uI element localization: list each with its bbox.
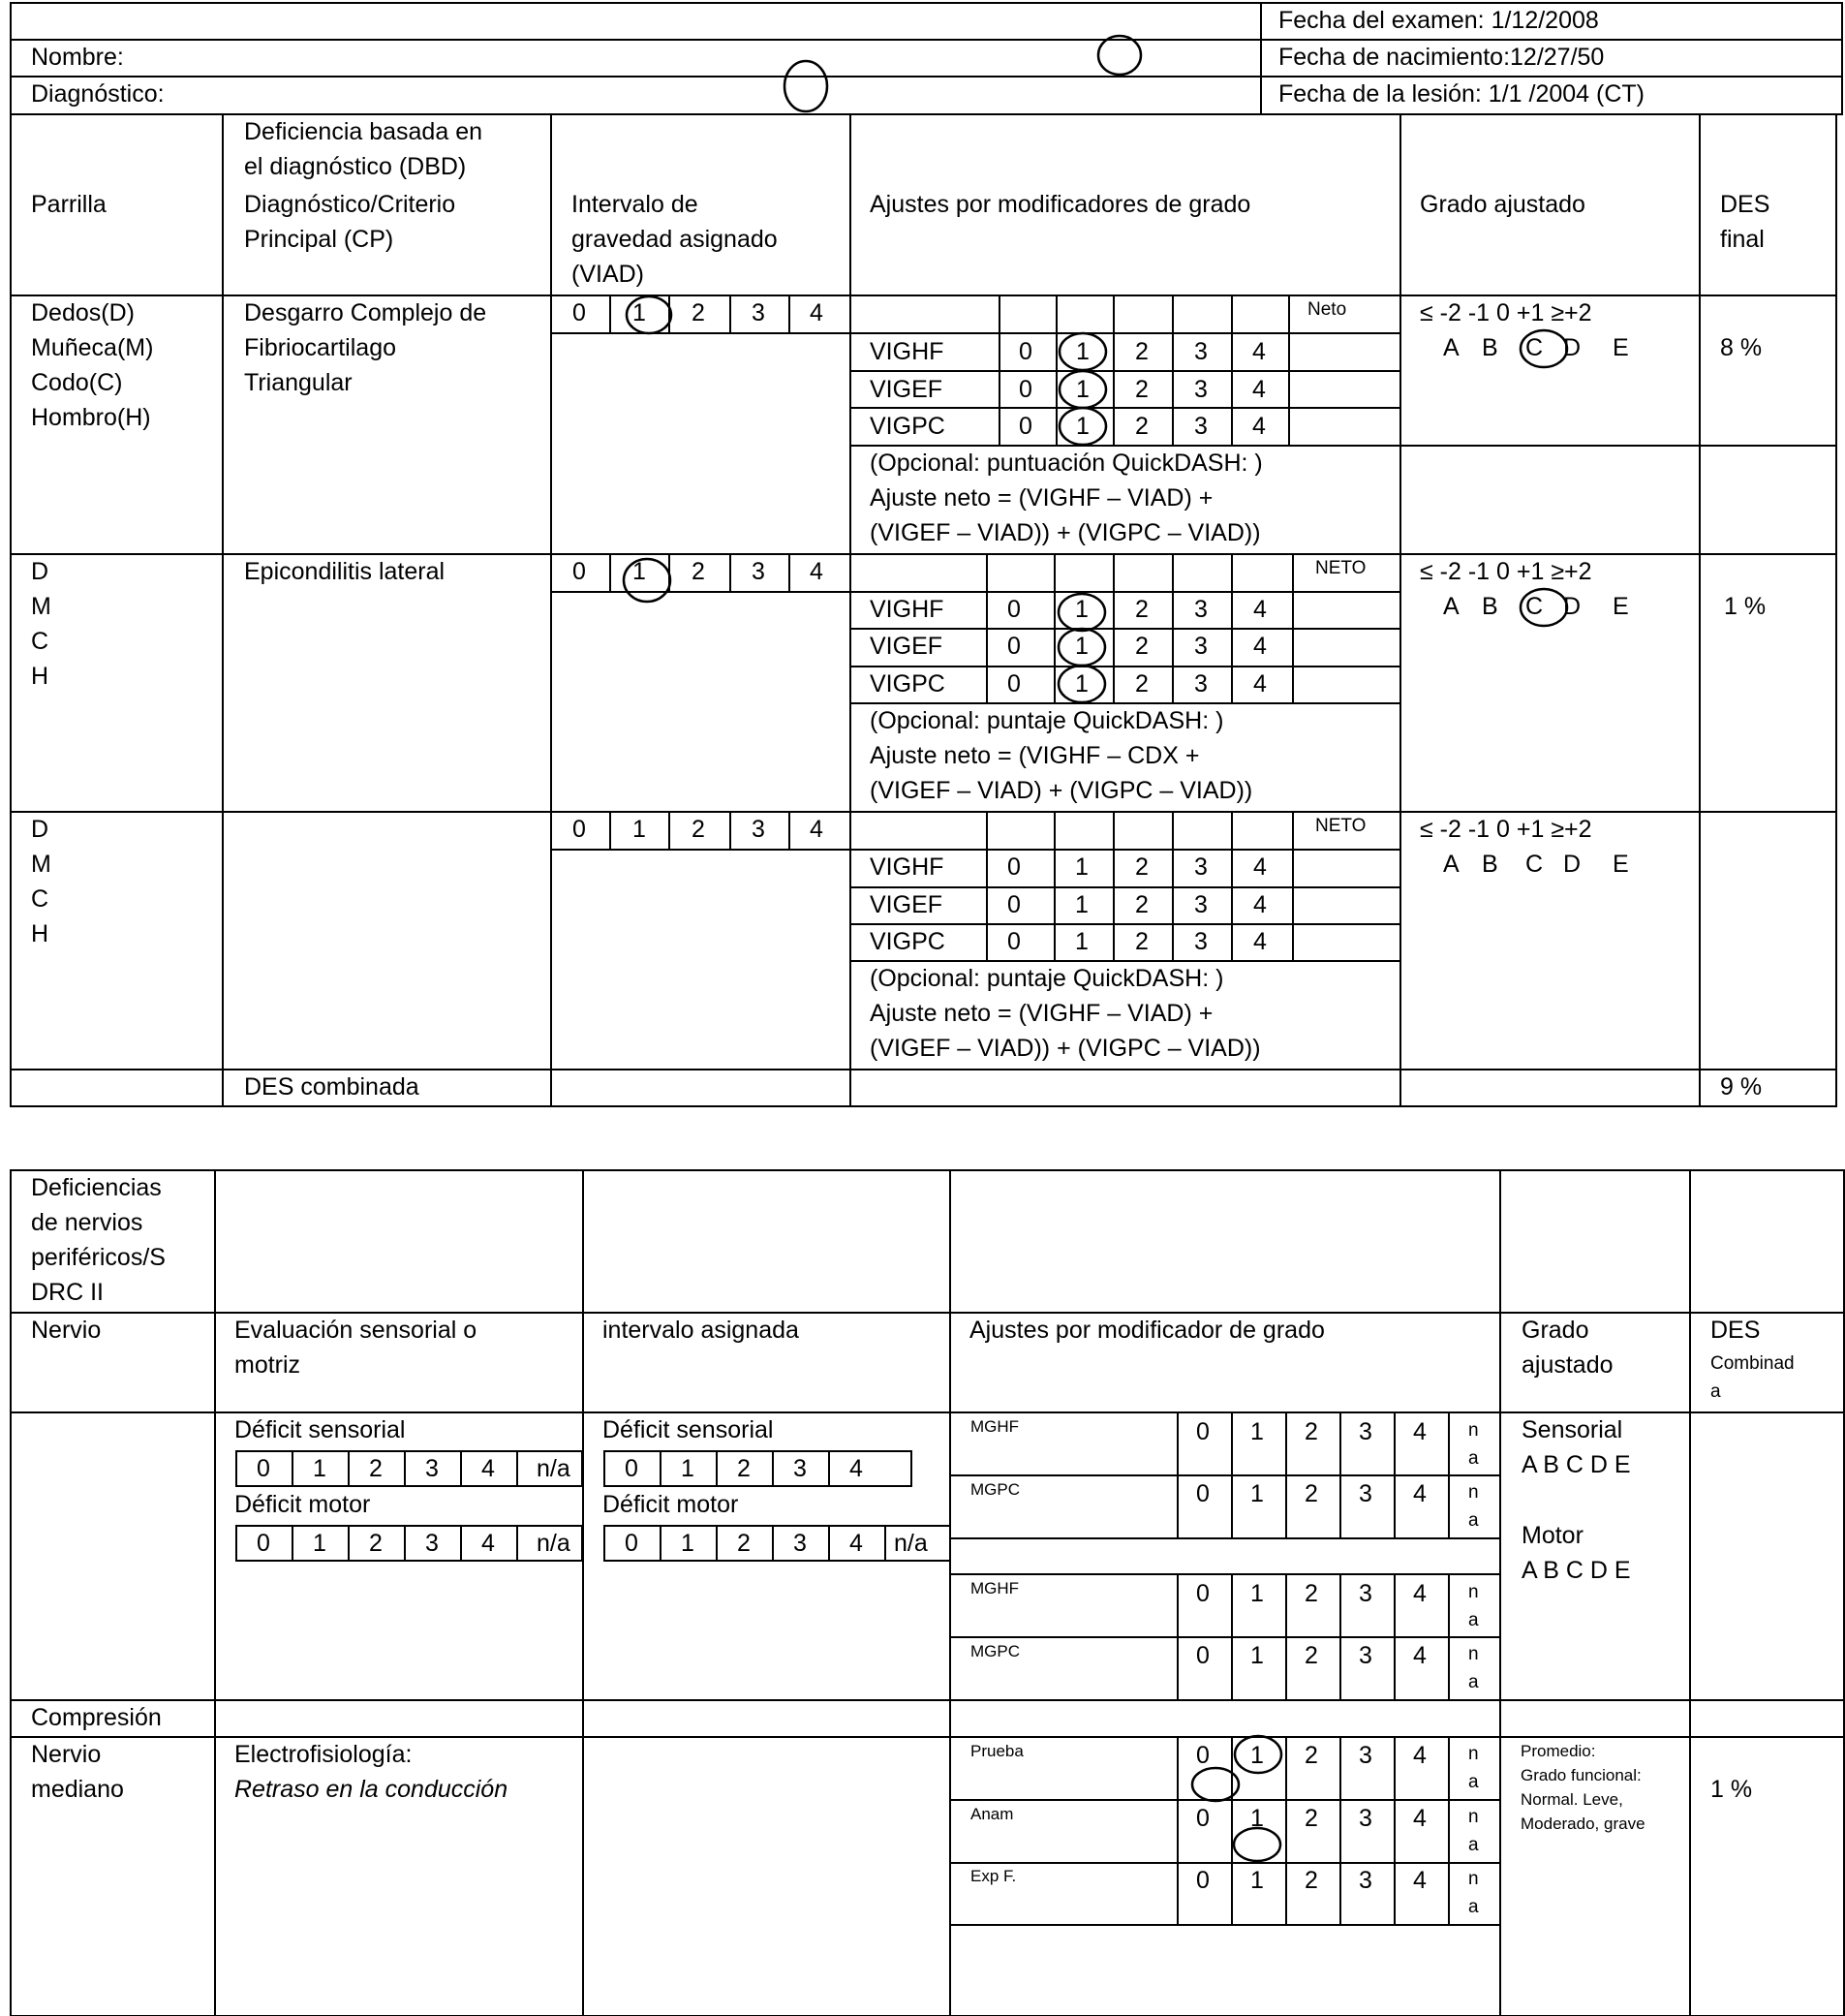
- nerve-title-line2: de nervios: [31, 1209, 143, 1236]
- adjusted-grade-header: Grado ajustado: [1420, 191, 1585, 218]
- region-D: D: [31, 816, 49, 843]
- scale-4[interactable]: 4: [1413, 1867, 1427, 1894]
- scale-0[interactable]: 0: [1007, 928, 1021, 955]
- scale-3[interactable]: 3: [1194, 853, 1208, 881]
- grade-B[interactable]: B: [1482, 334, 1498, 361]
- scale-0[interactable]: 0: [1007, 891, 1021, 918]
- region-wrist: Muñeca(M): [31, 334, 154, 361]
- interval-4[interactable]: 4: [810, 299, 823, 326]
- scale-0[interactable]: 0: [1196, 1805, 1210, 1832]
- final-header-line1: DES: [1720, 191, 1770, 218]
- grade-B[interactable]: B: [1482, 593, 1498, 620]
- interval-1[interactable]: 1: [632, 299, 646, 326]
- scale-4[interactable]: 4: [1413, 1480, 1427, 1507]
- grade-D[interactable]: D: [1563, 851, 1582, 878]
- electrophysiology-value: Retraso en la conducción: [234, 1776, 508, 1803]
- scale-0[interactable]: 0: [1019, 413, 1032, 440]
- scale-2[interactable]: 2: [1305, 1642, 1318, 1669]
- scale-1[interactable]: 1: [1250, 1742, 1264, 1769]
- scale-2[interactable]: 2: [737, 1455, 751, 1482]
- scale-2[interactable]: 2: [1135, 853, 1149, 881]
- scale-0[interactable]: 0: [1196, 1642, 1210, 1669]
- scale-1[interactable]: 1: [1075, 670, 1089, 698]
- scale-1[interactable]: 1: [1250, 1642, 1264, 1669]
- scale-2[interactable]: 2: [1135, 413, 1149, 440]
- scale-3[interactable]: 3: [793, 1455, 807, 1482]
- region-H: H: [31, 663, 49, 690]
- region-H: H: [31, 920, 49, 947]
- scale-0[interactable]: 0: [1007, 633, 1021, 660]
- hand-mark-circle: [784, 61, 827, 111]
- na-a[interactable]: a: [1468, 1897, 1479, 1917]
- median-nerve-line1: Nervio: [31, 1741, 102, 1768]
- modifier-label: VIGHF: [870, 596, 944, 623]
- sensory-deficit-label: Déficit sensorial: [234, 1416, 406, 1443]
- modifier-label: VIGPC: [870, 928, 945, 955]
- name-label: Nombre:: [31, 44, 124, 71]
- interval-0[interactable]: 0: [572, 299, 586, 326]
- scale-4[interactable]: 4: [481, 1455, 495, 1482]
- scale-4[interactable]: 4: [849, 1530, 863, 1557]
- scale-2[interactable]: 2: [1135, 376, 1149, 403]
- modifier-label: VIGHF: [870, 853, 944, 881]
- scale-4[interactable]: 4: [481, 1530, 495, 1557]
- scale-2[interactable]: 2: [1135, 338, 1149, 365]
- region-elbow: Codo(C): [31, 369, 123, 396]
- scale-1[interactable]: 1: [1250, 1480, 1264, 1507]
- diagnosis-text: Desgarro Complejo de: [244, 299, 487, 326]
- scale-2[interactable]: 2: [1135, 633, 1149, 660]
- scale-2[interactable]: 2: [1305, 1580, 1318, 1607]
- scale-0[interactable]: 0: [1007, 670, 1021, 698]
- interval-header: intervalo asignada: [602, 1317, 799, 1344]
- scale-2[interactable]: 2: [1135, 891, 1149, 918]
- scale-1[interactable]: 1: [1076, 338, 1090, 365]
- scale-1[interactable]: 1: [1076, 376, 1090, 403]
- grade-motor-letters[interactable]: A B C D E: [1522, 1557, 1631, 1584]
- scale-3[interactable]: 3: [1359, 1742, 1372, 1769]
- net-formula-line1: Ajuste neto = (VIGHF – CDX +: [870, 742, 1200, 769]
- nerve-title-line1: Deficiencias: [31, 1174, 162, 1201]
- interval-2[interactable]: 2: [692, 558, 705, 585]
- scale-0[interactable]: 0: [1196, 1742, 1210, 1769]
- scale-0[interactable]: 0: [257, 1455, 270, 1482]
- compression-label: Compresión: [31, 1704, 162, 1731]
- interval-mark-circle: [624, 559, 670, 602]
- scale-4[interactable]: 4: [1413, 1418, 1427, 1445]
- diagnosis-text: Triangular: [244, 369, 353, 396]
- final-value: 1 %: [1724, 593, 1767, 620]
- grade-scale-line: ≤ -2 -1 0 +1 ≥+2: [1420, 816, 1592, 843]
- scale-0[interactable]: 0: [1019, 338, 1032, 365]
- na-n[interactable]: n: [1468, 1744, 1479, 1764]
- median-nerve-line2: mediano: [31, 1776, 124, 1803]
- scale-1[interactable]: 1: [1075, 633, 1089, 660]
- diagnosis-label: Diagnóstico:: [31, 80, 165, 108]
- adjusted-grade-header-line1: Grado: [1522, 1317, 1589, 1344]
- scale-na[interactable]: n/a: [894, 1530, 928, 1557]
- modifier-label: VIGEF: [870, 633, 943, 660]
- electrophysiology-label: Electrofisiología:: [234, 1741, 413, 1768]
- scale-1[interactable]: 1: [1250, 1867, 1264, 1894]
- grade-A[interactable]: A: [1443, 593, 1460, 620]
- interval-header-line2: gravedad asignado: [571, 226, 778, 253]
- scale-1[interactable]: 1: [313, 1530, 326, 1557]
- scale-1[interactable]: 1: [1250, 1580, 1264, 1607]
- interval-1[interactable]: 1: [632, 558, 646, 585]
- grade-B[interactable]: B: [1482, 851, 1498, 878]
- interval-1[interactable]: 1: [632, 816, 646, 843]
- scale-3[interactable]: 3: [425, 1530, 439, 1557]
- scale-2[interactable]: 2: [1135, 596, 1149, 623]
- grade-A[interactable]: A: [1443, 851, 1460, 878]
- modifier-label: MGPC: [970, 1642, 1020, 1660]
- scale-0[interactable]: 0: [1196, 1867, 1210, 1894]
- quickdash-optional: (Opcional: puntaje QuickDASH: ): [870, 707, 1224, 734]
- scale-4[interactable]: 4: [1253, 633, 1267, 660]
- grade-D[interactable]: D: [1563, 334, 1582, 361]
- net-label: NETO: [1315, 816, 1367, 836]
- scale-3[interactable]: 3: [1194, 338, 1208, 365]
- motor-deficit-label: Déficit motor: [234, 1491, 371, 1518]
- scale-0[interactable]: 0: [625, 1455, 638, 1482]
- scale-2[interactable]: 2: [1135, 928, 1149, 955]
- grade-C[interactable]: C: [1525, 334, 1544, 361]
- scale-2[interactable]: 2: [1305, 1418, 1318, 1445]
- interval-3[interactable]: 3: [752, 558, 765, 585]
- interval-4[interactable]: 4: [810, 816, 823, 843]
- modifier-label: MGHF: [970, 1579, 1020, 1597]
- na-n[interactable]: n: [1468, 1482, 1479, 1503]
- scale-1[interactable]: 1: [1075, 891, 1089, 918]
- adjustments-header: Ajustes por modificadores de grado: [870, 191, 1251, 218]
- dbd-header-line1: Deficiencia basada en: [244, 118, 482, 145]
- test-label: Prueba: [970, 1742, 1024, 1760]
- scale-0[interactable]: 0: [1196, 1580, 1210, 1607]
- net-formula-line1: Ajuste neto = (VIGHF – VIAD) +: [870, 1000, 1214, 1027]
- modifier-label: MGPC: [970, 1480, 1020, 1499]
- scale-0[interactable]: 0: [1007, 596, 1021, 623]
- interval-3[interactable]: 3: [752, 299, 765, 326]
- combined-value: 9 %: [1720, 1073, 1763, 1101]
- region-M: M: [31, 593, 51, 620]
- interval-2[interactable]: 2: [692, 816, 705, 843]
- scale-3[interactable]: 3: [1359, 1480, 1372, 1507]
- modifier-label: VIGEF: [870, 376, 943, 403]
- interval-0[interactable]: 0: [572, 816, 586, 843]
- test-label: Exp F.: [970, 1867, 1017, 1885]
- grade-E[interactable]: E: [1613, 851, 1629, 878]
- combined-header-line3: a: [1710, 1381, 1721, 1402]
- scale-0[interactable]: 0: [1019, 376, 1032, 403]
- region-C: C: [31, 628, 49, 655]
- birth-date: Fecha de nacimiento:12/27/50: [1278, 44, 1605, 71]
- region-fingers: Dedos(D): [31, 299, 135, 326]
- scale-1[interactable]: 1: [1250, 1418, 1264, 1445]
- final-value: 8 %: [1720, 334, 1763, 361]
- grade-sensory-label: Sensorial: [1522, 1416, 1623, 1443]
- net-label: Neto: [1307, 299, 1347, 320]
- grade-scale-line: ≤ -2 -1 0 +1 ≥+2: [1420, 299, 1592, 326]
- scale-4[interactable]: 4: [1413, 1742, 1427, 1769]
- na-n[interactable]: n: [1468, 1807, 1479, 1827]
- diagnosis-text: Fibriocartilago: [244, 334, 397, 361]
- scale-4[interactable]: 4: [1253, 928, 1267, 955]
- scale-na[interactable]: n/a: [537, 1455, 570, 1482]
- criterion-header-line2: Principal (CP): [244, 226, 394, 253]
- criterion-header-line1: Diagnóstico/Criterio: [244, 191, 456, 218]
- grade-C[interactable]: C: [1525, 851, 1544, 878]
- modifier-label: MGHF: [970, 1417, 1020, 1436]
- na-a[interactable]: a: [1468, 1835, 1479, 1855]
- modifier-label: VIGPC: [870, 670, 945, 698]
- combined-header-line2: Combinad: [1710, 1353, 1795, 1374]
- nerve-header: Nervio: [31, 1317, 102, 1344]
- na-a[interactable]: a: [1468, 1672, 1479, 1692]
- scale-2[interactable]: 2: [369, 1455, 383, 1482]
- scale-3[interactable]: 3: [1359, 1580, 1372, 1607]
- grade-C[interactable]: C: [1525, 593, 1544, 620]
- scale-3[interactable]: 3: [1194, 596, 1208, 623]
- scale-4[interactable]: 4: [1252, 376, 1266, 403]
- nerve-title-line3: periféricos/S: [31, 1244, 166, 1271]
- final-header-line2: final: [1720, 226, 1765, 253]
- na-n[interactable]: n: [1468, 1582, 1479, 1602]
- scale-4[interactable]: 4: [1253, 596, 1267, 623]
- net-formula-line2: (VIGEF – VIAD)) + (VIGPC – VIAD)): [870, 1035, 1261, 1062]
- scale-2[interactable]: 2: [1305, 1867, 1318, 1894]
- diagnosis-text: Epicondilitis lateral: [244, 558, 446, 585]
- scale-4[interactable]: 4: [1413, 1642, 1427, 1669]
- quickdash-optional: (Opcional: puntuación QuickDASH: ): [870, 450, 1263, 477]
- scale-4[interactable]: 4: [849, 1455, 863, 1482]
- scale-3[interactable]: 3: [1194, 413, 1208, 440]
- scale-3[interactable]: 3: [1194, 376, 1208, 403]
- scale-1[interactable]: 1: [1250, 1805, 1264, 1832]
- na-n[interactable]: n: [1468, 1420, 1479, 1441]
- scale-4[interactable]: 4: [1253, 853, 1267, 881]
- scale-0[interactable]: 0: [257, 1530, 270, 1557]
- scale-4[interactable]: 4: [1253, 891, 1267, 918]
- interval-4[interactable]: 4: [810, 558, 823, 585]
- modifier-label: VIGPC: [870, 413, 945, 440]
- combined-header-line1: DES: [1710, 1317, 1761, 1344]
- combined-label: DES combinada: [244, 1073, 419, 1101]
- na-a[interactable]: a: [1468, 1772, 1479, 1792]
- grade-A[interactable]: A: [1443, 334, 1460, 361]
- modifier-label: VIGEF: [870, 891, 943, 918]
- scale-4[interactable]: 4: [1252, 338, 1266, 365]
- na-a[interactable]: a: [1468, 1610, 1479, 1630]
- evaluation-header-line2: motriz: [234, 1351, 301, 1379]
- scale-3[interactable]: 3: [1359, 1805, 1372, 1832]
- summary-line2: Grado funcional:: [1521, 1766, 1642, 1784]
- scale-1[interactable]: 1: [313, 1455, 326, 1482]
- na-n[interactable]: n: [1468, 1644, 1479, 1664]
- grade-D[interactable]: D: [1563, 593, 1582, 620]
- hand-mark-circle: [1098, 36, 1141, 75]
- na-a[interactable]: a: [1468, 1510, 1479, 1531]
- quickdash-optional: (Opcional: puntaje QuickDASH: ): [870, 965, 1224, 992]
- grade-sensory-letters[interactable]: A B C D E: [1522, 1451, 1631, 1478]
- scale-2[interactable]: 2: [737, 1530, 751, 1557]
- region-D: D: [31, 558, 49, 585]
- scale-0[interactable]: 0: [1007, 853, 1021, 881]
- scale-2[interactable]: 2: [1305, 1480, 1318, 1507]
- test-label: Anam: [970, 1805, 1014, 1823]
- grade-motor-label: Motor: [1522, 1522, 1584, 1549]
- scale-1[interactable]: 1: [681, 1530, 694, 1557]
- exam-date: Fecha del examen: 1/12/2008: [1278, 7, 1599, 34]
- scale-0[interactable]: 0: [625, 1530, 638, 1557]
- scale-4[interactable]: 4: [1252, 413, 1266, 440]
- evaluation-header-line1: Evaluación sensorial o: [234, 1317, 477, 1344]
- grade-scale-line: ≤ -2 -1 0 +1 ≥+2: [1420, 558, 1592, 585]
- scale-2[interactable]: 2: [369, 1530, 383, 1557]
- grade-E[interactable]: E: [1613, 334, 1629, 361]
- scale-3[interactable]: 3: [1359, 1867, 1372, 1894]
- median-combined-value: 1 %: [1710, 1776, 1753, 1803]
- modifier-label: VIGHF: [870, 338, 944, 365]
- interval-3[interactable]: 3: [752, 816, 765, 843]
- region-shoulder: Hombro(H): [31, 404, 151, 431]
- net-formula-line2: (VIGEF – VIAD) + (VIGPC – VIAD)): [870, 777, 1253, 804]
- scale-1[interactable]: 1: [1075, 928, 1089, 955]
- scale-4[interactable]: 4: [1413, 1580, 1427, 1607]
- region-C: C: [31, 885, 49, 913]
- interval-0[interactable]: 0: [572, 558, 586, 585]
- scale-1[interactable]: 1: [1075, 596, 1089, 623]
- injury-date: Fecha de la lesión: 1/1 /2004 (CT): [1278, 80, 1645, 108]
- region-M: M: [31, 851, 51, 878]
- scale-0[interactable]: 0: [1196, 1480, 1210, 1507]
- na-a[interactable]: a: [1468, 1448, 1479, 1469]
- net-formula-line2: (VIGEF – VIAD)) + (VIGPC – VIAD)): [870, 519, 1261, 546]
- scale-1[interactable]: 1: [1076, 413, 1090, 440]
- scale-2[interactable]: 2: [1305, 1742, 1318, 1769]
- scale-4[interactable]: 4: [1413, 1805, 1427, 1832]
- scale-1[interactable]: 1: [1075, 853, 1089, 881]
- interval-2[interactable]: 2: [692, 299, 705, 326]
- scale-3[interactable]: 3: [1194, 670, 1208, 698]
- scale-3[interactable]: 3: [793, 1530, 807, 1557]
- sensory-deficit-label: Déficit sensorial: [602, 1416, 774, 1443]
- scale-0[interactable]: 0: [1196, 1418, 1210, 1445]
- scale-3[interactable]: 3: [425, 1455, 439, 1482]
- na-n[interactable]: n: [1468, 1869, 1479, 1889]
- adjustments-header: Ajustes por modificador de grado: [969, 1317, 1325, 1344]
- scale-3[interactable]: 3: [1194, 928, 1208, 955]
- summary-line1: Promedio:: [1521, 1742, 1596, 1760]
- net-label: NETO: [1315, 558, 1367, 578]
- scale-3[interactable]: 3: [1359, 1642, 1372, 1669]
- grid-header: Parrilla: [31, 191, 107, 218]
- grade-E[interactable]: E: [1613, 593, 1629, 620]
- scale-na[interactable]: n/a: [537, 1530, 570, 1557]
- scale-3[interactable]: 3: [1359, 1418, 1372, 1445]
- net-formula-line1: Ajuste neto = (VIGHF – VIAD) +: [870, 484, 1214, 512]
- summary-line3: Normal. Leve,: [1521, 1790, 1623, 1809]
- interval-header-line1: Intervalo de: [571, 191, 698, 218]
- scale-3[interactable]: 3: [1194, 633, 1208, 660]
- summary-line4: Moderado, grave: [1521, 1814, 1645, 1833]
- dbd-header-line2: el diagnóstico (DBD): [244, 153, 467, 180]
- adjusted-grade-header-line2: ajustado: [1522, 1351, 1614, 1379]
- scale-2[interactable]: 2: [1135, 670, 1149, 698]
- scale-4[interactable]: 4: [1253, 670, 1267, 698]
- motor-deficit-label: Déficit motor: [602, 1491, 739, 1518]
- nerve-title-line4: DRC II: [31, 1279, 104, 1306]
- interval-header-line3: (VIAD): [571, 261, 644, 288]
- scale-2[interactable]: 2: [1305, 1805, 1318, 1832]
- scale-3[interactable]: 3: [1194, 891, 1208, 918]
- scale-1[interactable]: 1: [681, 1455, 694, 1482]
